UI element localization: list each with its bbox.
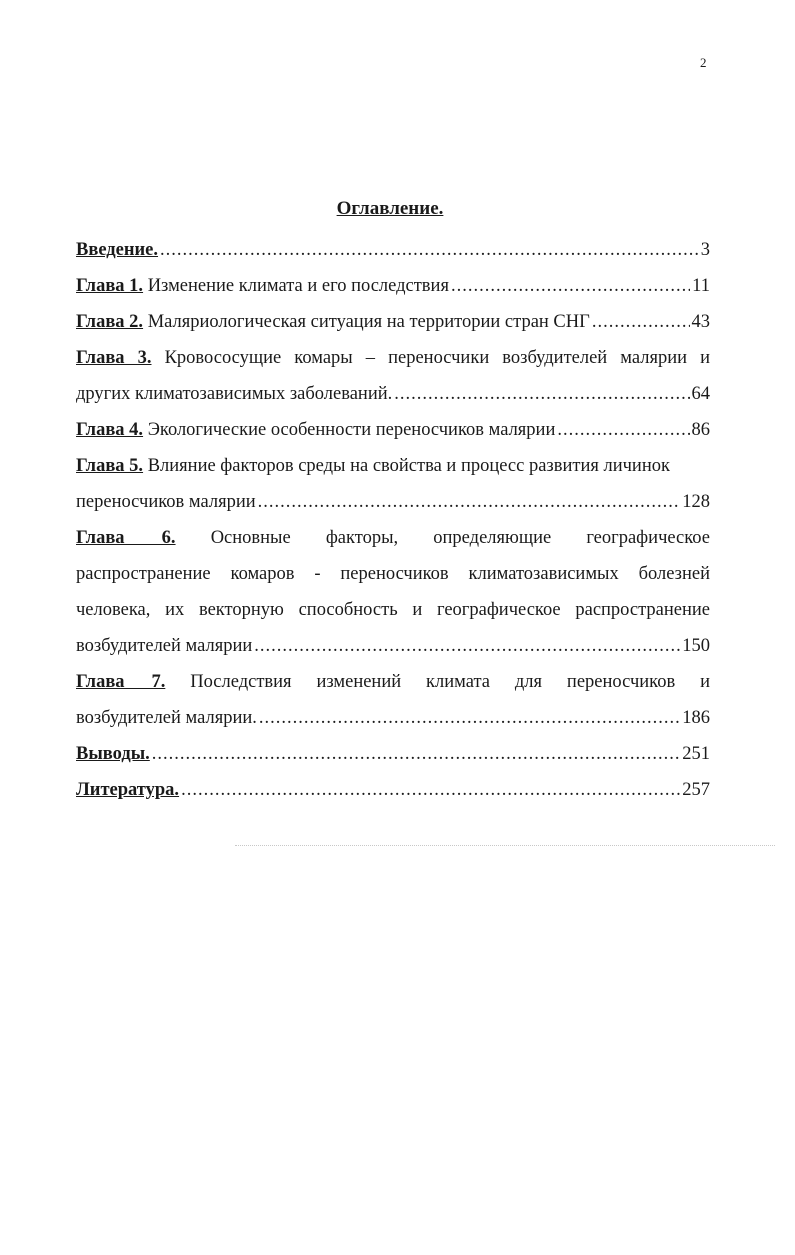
scan-artifact-line [235,845,775,846]
toc-entry-label: Глава 2. [76,312,144,332]
toc-entry-chapter-2[interactable] [76,304,710,340]
toc-entry-page: 186 [682,708,710,728]
toc-entry-label: Глава 4. [76,420,144,440]
dot-leader [557,412,689,448]
toc-entry-references[interactable] [76,772,710,808]
toc-entry-conclusions[interactable] [76,736,710,772]
toc-entry-label: Глава 5. [76,456,144,476]
toc-entry-title-continued: переносчиков малярии [76,492,256,512]
toc-entry-first-line [76,448,710,484]
toc-entry-page: 128 [682,492,710,512]
page-number: 2 [700,55,707,70]
dot-leader [259,700,680,736]
toc-entry-title-continued: возбудителей малярии. [76,708,257,728]
toc-entry-title: Последствия изменений климата для переносчиков и [165,672,710,692]
toc-entry-first-line [76,520,710,556]
toc-entry-chapter-3[interactable] [76,340,710,412]
toc-entry-title: Маляриологическая ситуация на территории стран СНГ [143,312,590,332]
dot-leader [254,628,680,664]
toc-entry-page: 64 [691,384,710,404]
toc-entry-line: человека, их векторную способность и географическое распространение [76,600,710,620]
toc-entry-title: Изменение климата и его последствия [143,276,449,296]
toc-entry-chapter-4[interactable] [76,412,710,448]
toc-entry-title-continued: других климатозависимых заболеваний. [76,384,393,404]
toc-entry-line: распространение комаров - переносчиков климатозависимых болезней [76,564,710,584]
toc-entry-label: Выводы. [76,744,150,764]
toc-entry-page: 43 [691,312,710,332]
toc-title: Оглавление. [336,198,444,219]
toc-entry-chapter-1[interactable] [76,268,710,304]
dot-leader [451,268,690,304]
toc-entry-label: Литература. [76,780,180,800]
toc-entry-label: Глава 1. [76,276,144,296]
toc-entry-page: 251 [682,744,710,764]
toc-entry-title: Экологические особенности переносчиков малярии [143,420,556,440]
toc-entry-title-continued: возбудителей малярии [76,636,253,656]
dot-leader [394,376,689,412]
toc-entry-first-line [76,340,710,376]
dot-leader [592,304,690,340]
dot-leader [258,484,681,520]
toc-entry-label: Введение. [76,240,159,260]
toc-entry-page: 3 [700,240,710,260]
toc-entry-page: 11 [692,276,710,296]
toc-entry-first-line [76,664,710,700]
dot-leader [160,232,699,268]
toc-entry-label: Глава 3. [76,348,152,368]
toc-entry-page: 150 [682,636,710,656]
toc-entry-page: 86 [691,420,710,440]
toc-entry-title: Основные факторы, определяющие географическое [175,528,710,548]
dot-leader [181,772,680,808]
toc-entry-chapter-6[interactable] [76,520,710,664]
toc-entry-chapter-7[interactable] [76,664,710,736]
toc-entry-chapter-5[interactable] [76,448,710,520]
toc-entry-introduction[interactable] [76,232,710,268]
toc-entry-label: Глава 7. [76,672,166,692]
toc-entry-title: Кровососущие комары – переносчики возбудителей малярии и [151,348,710,368]
toc-entry-label: Глава 6. [76,528,176,548]
table-of-contents [76,232,710,808]
dot-leader [152,736,680,772]
toc-entry-page: 257 [682,780,710,800]
toc-entry-title: Влияние факторов среды на свойства и процесс развития личинок [143,456,670,476]
